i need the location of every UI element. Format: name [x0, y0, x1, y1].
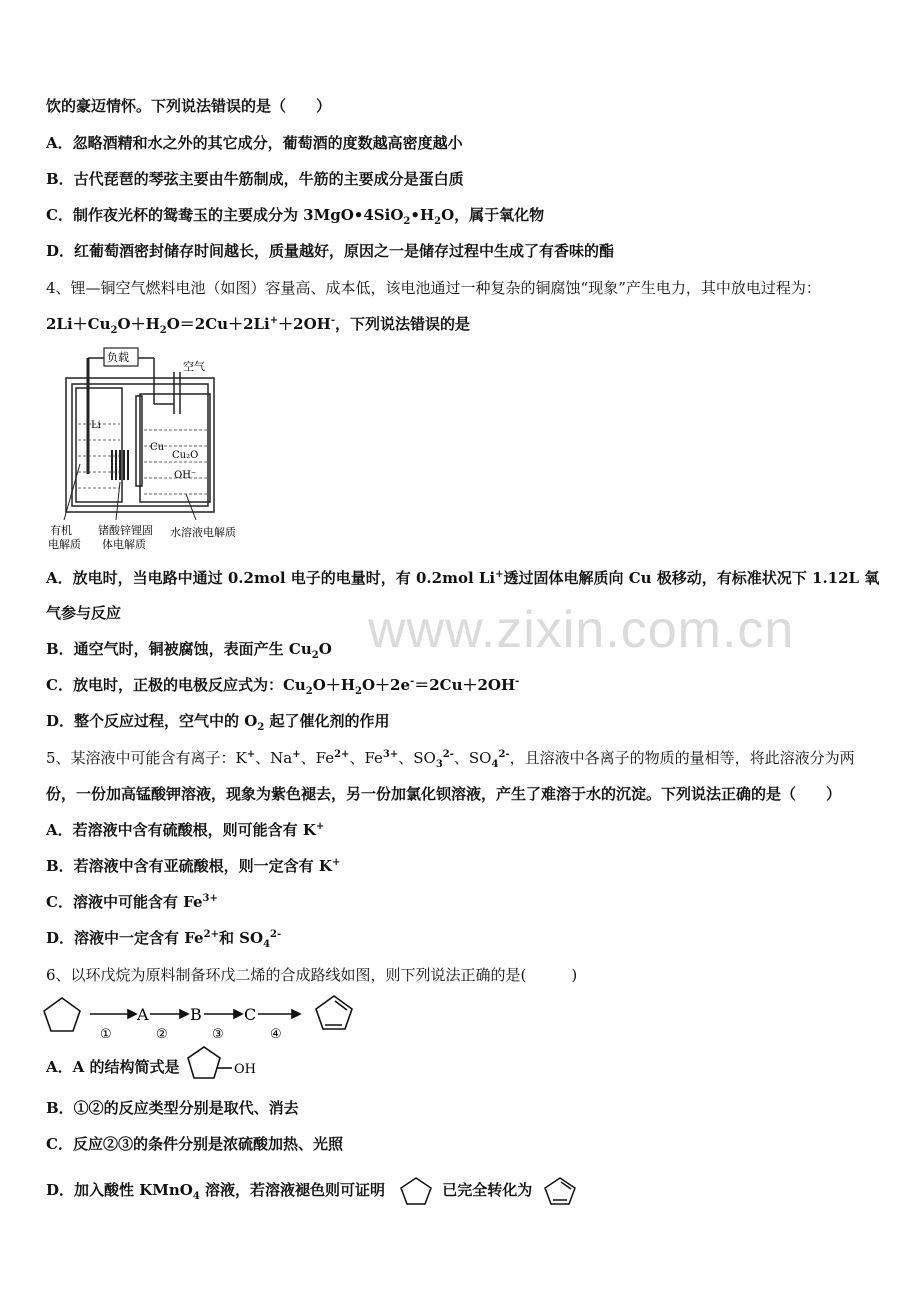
q4-option-d: D．整个反应过程，空气中的 $O_2$ 起了催化剂的作用: [46, 712, 390, 733]
q4-stem: 4、锂—铜空气燃料电池（如图）容量高、成本低，该电池通过一种复杂的铜腐蚀“现象”产生电力，其中放电过程为：: [46, 279, 821, 297]
fig-right-label: 水溶液电解质: [170, 526, 236, 539]
cyclopentane-inline-icon: [398, 1176, 434, 1206]
q6-option-c: C．反应②③的条件分别是浓硫酸加热、光照: [46, 1135, 343, 1153]
q5-stem-line2: 份，一份加高锰酸钾溶液，现象为紫色褪去，另一份加氯化钡溶液，产生了难溶于水的沉淀。下列说法正确的是（ ）: [46, 785, 842, 803]
q6-option-d: D．加入酸性 KMnO$_4$ 溶液，若溶液褪色则可证明 已完全转化为: [46, 1176, 578, 1206]
q5-option-b: B．若溶液中含有亚硫酸根，则一定含有 K+: [46, 857, 341, 875]
q5-stem-line1: 5、某溶液中可能含有离子：K+、Na+、$Fe^{2+}$、$Fe^{3+}$、$SO_3^{2-}$、$SO_4^{2-}$，且溶液中各离子的物质的量相等，将此溶液分为两: [46, 749, 855, 770]
cyclopentadiene-icon: [316, 996, 352, 1029]
q6-option-b: B．①②的反应类型分别是取代、消去: [46, 1099, 299, 1117]
fig-cu2o-label: Cu₂O: [172, 450, 199, 461]
fig-li-label: Li: [91, 420, 101, 431]
oh-group: OH: [234, 1062, 256, 1077]
fig-left-label-2: 电解质: [48, 538, 81, 551]
q4-option-a-line2: 气参与反应: [46, 604, 122, 622]
q3-option-d: D．红葡萄酒密封储存时间越长，质量越好，原因之一是储存过程中生成了有香味的酯: [46, 242, 615, 260]
q5-option-d: D．溶液中一定含有 $Fe^{2+}$和 $SO_4^{2-}$: [46, 929, 282, 950]
route-a: A: [137, 1005, 149, 1024]
watermark: www.zixin.com.cn: [368, 601, 795, 659]
fig-mid-label-1: 锗酸锌锂固: [98, 524, 153, 537]
q3-option-a: A．忽略酒精和水之外的其它成分，葡萄酒的度数越高密度越小: [46, 134, 463, 152]
q5-option-c: C．溶液中可能含有 $Fe^{3+}$: [46, 893, 218, 911]
q6-option-a: A．A 的结构简式是: [46, 1058, 180, 1076]
q4-option-b: B．通空气时，铜被腐蚀，表面产生 $Cu_2O$: [46, 640, 332, 661]
route-step-1: ①: [100, 1027, 112, 1042]
q6-stem: 6、以环戊烷为原料制备环戊二烯的合成路线如图，则下列说法正确的是( ): [46, 966, 578, 984]
cyclopentadiene-inline-icon: [542, 1176, 578, 1206]
battery-diagram: [46, 344, 236, 554]
q4-option-c: C．放电时，正极的电极反应式为：$Cu_2O+H_2O+2e^-=2Cu+2OH^-$: [46, 676, 520, 697]
route-c: C: [244, 1005, 257, 1024]
fig-load-label: 负载: [107, 351, 129, 364]
fig-mid-label-2: 体电解质: [102, 538, 146, 551]
cyclopentanol-structure: [186, 1044, 266, 1084]
cyclopentanol-ring-icon: [188, 1047, 220, 1078]
fig-oh-label: OH⁻: [174, 470, 197, 481]
route-step-3: ③: [212, 1027, 224, 1042]
q5-option-a: A．若溶液中含有硫酸根，则可能含有 K+: [46, 821, 325, 839]
q3-stem-tail: 饮的豪迈情怀。下列说法错误的是（ ）: [46, 97, 332, 115]
synthesis-route: [40, 994, 370, 1042]
q4-option-a: A．放电时，当电路中通过 0.2mol 电子的电量时，有 0.2mol Li+透过固体电解质向 Cu 极移动，有标准状况下 1.12L 氧: [46, 569, 880, 587]
q4-equation: $2Li+Cu_2O+H_2O=2Cu+2Li^++2OH^-$，下列说法错误的是: [46, 315, 470, 336]
q3-option-c: C．制作夜光杯的鸳鸯玉的主要成分为 $3MgO•4SiO_2•H_2O$，属于氧化物: [46, 206, 545, 227]
fig-cu-label: Cu: [150, 442, 165, 453]
route-b: B: [190, 1005, 202, 1024]
fig-left-label-1: 有机: [50, 524, 72, 537]
q3-option-b: B．古代琵琶的琴弦主要由牛筋制成，牛筋的主要成分是蛋白质: [46, 170, 464, 188]
route-step-2: ②: [156, 1027, 168, 1042]
fig-air-label: 空气: [183, 360, 205, 373]
route-step-4: ④: [270, 1027, 282, 1042]
cyclopentane-icon: [44, 998, 80, 1031]
